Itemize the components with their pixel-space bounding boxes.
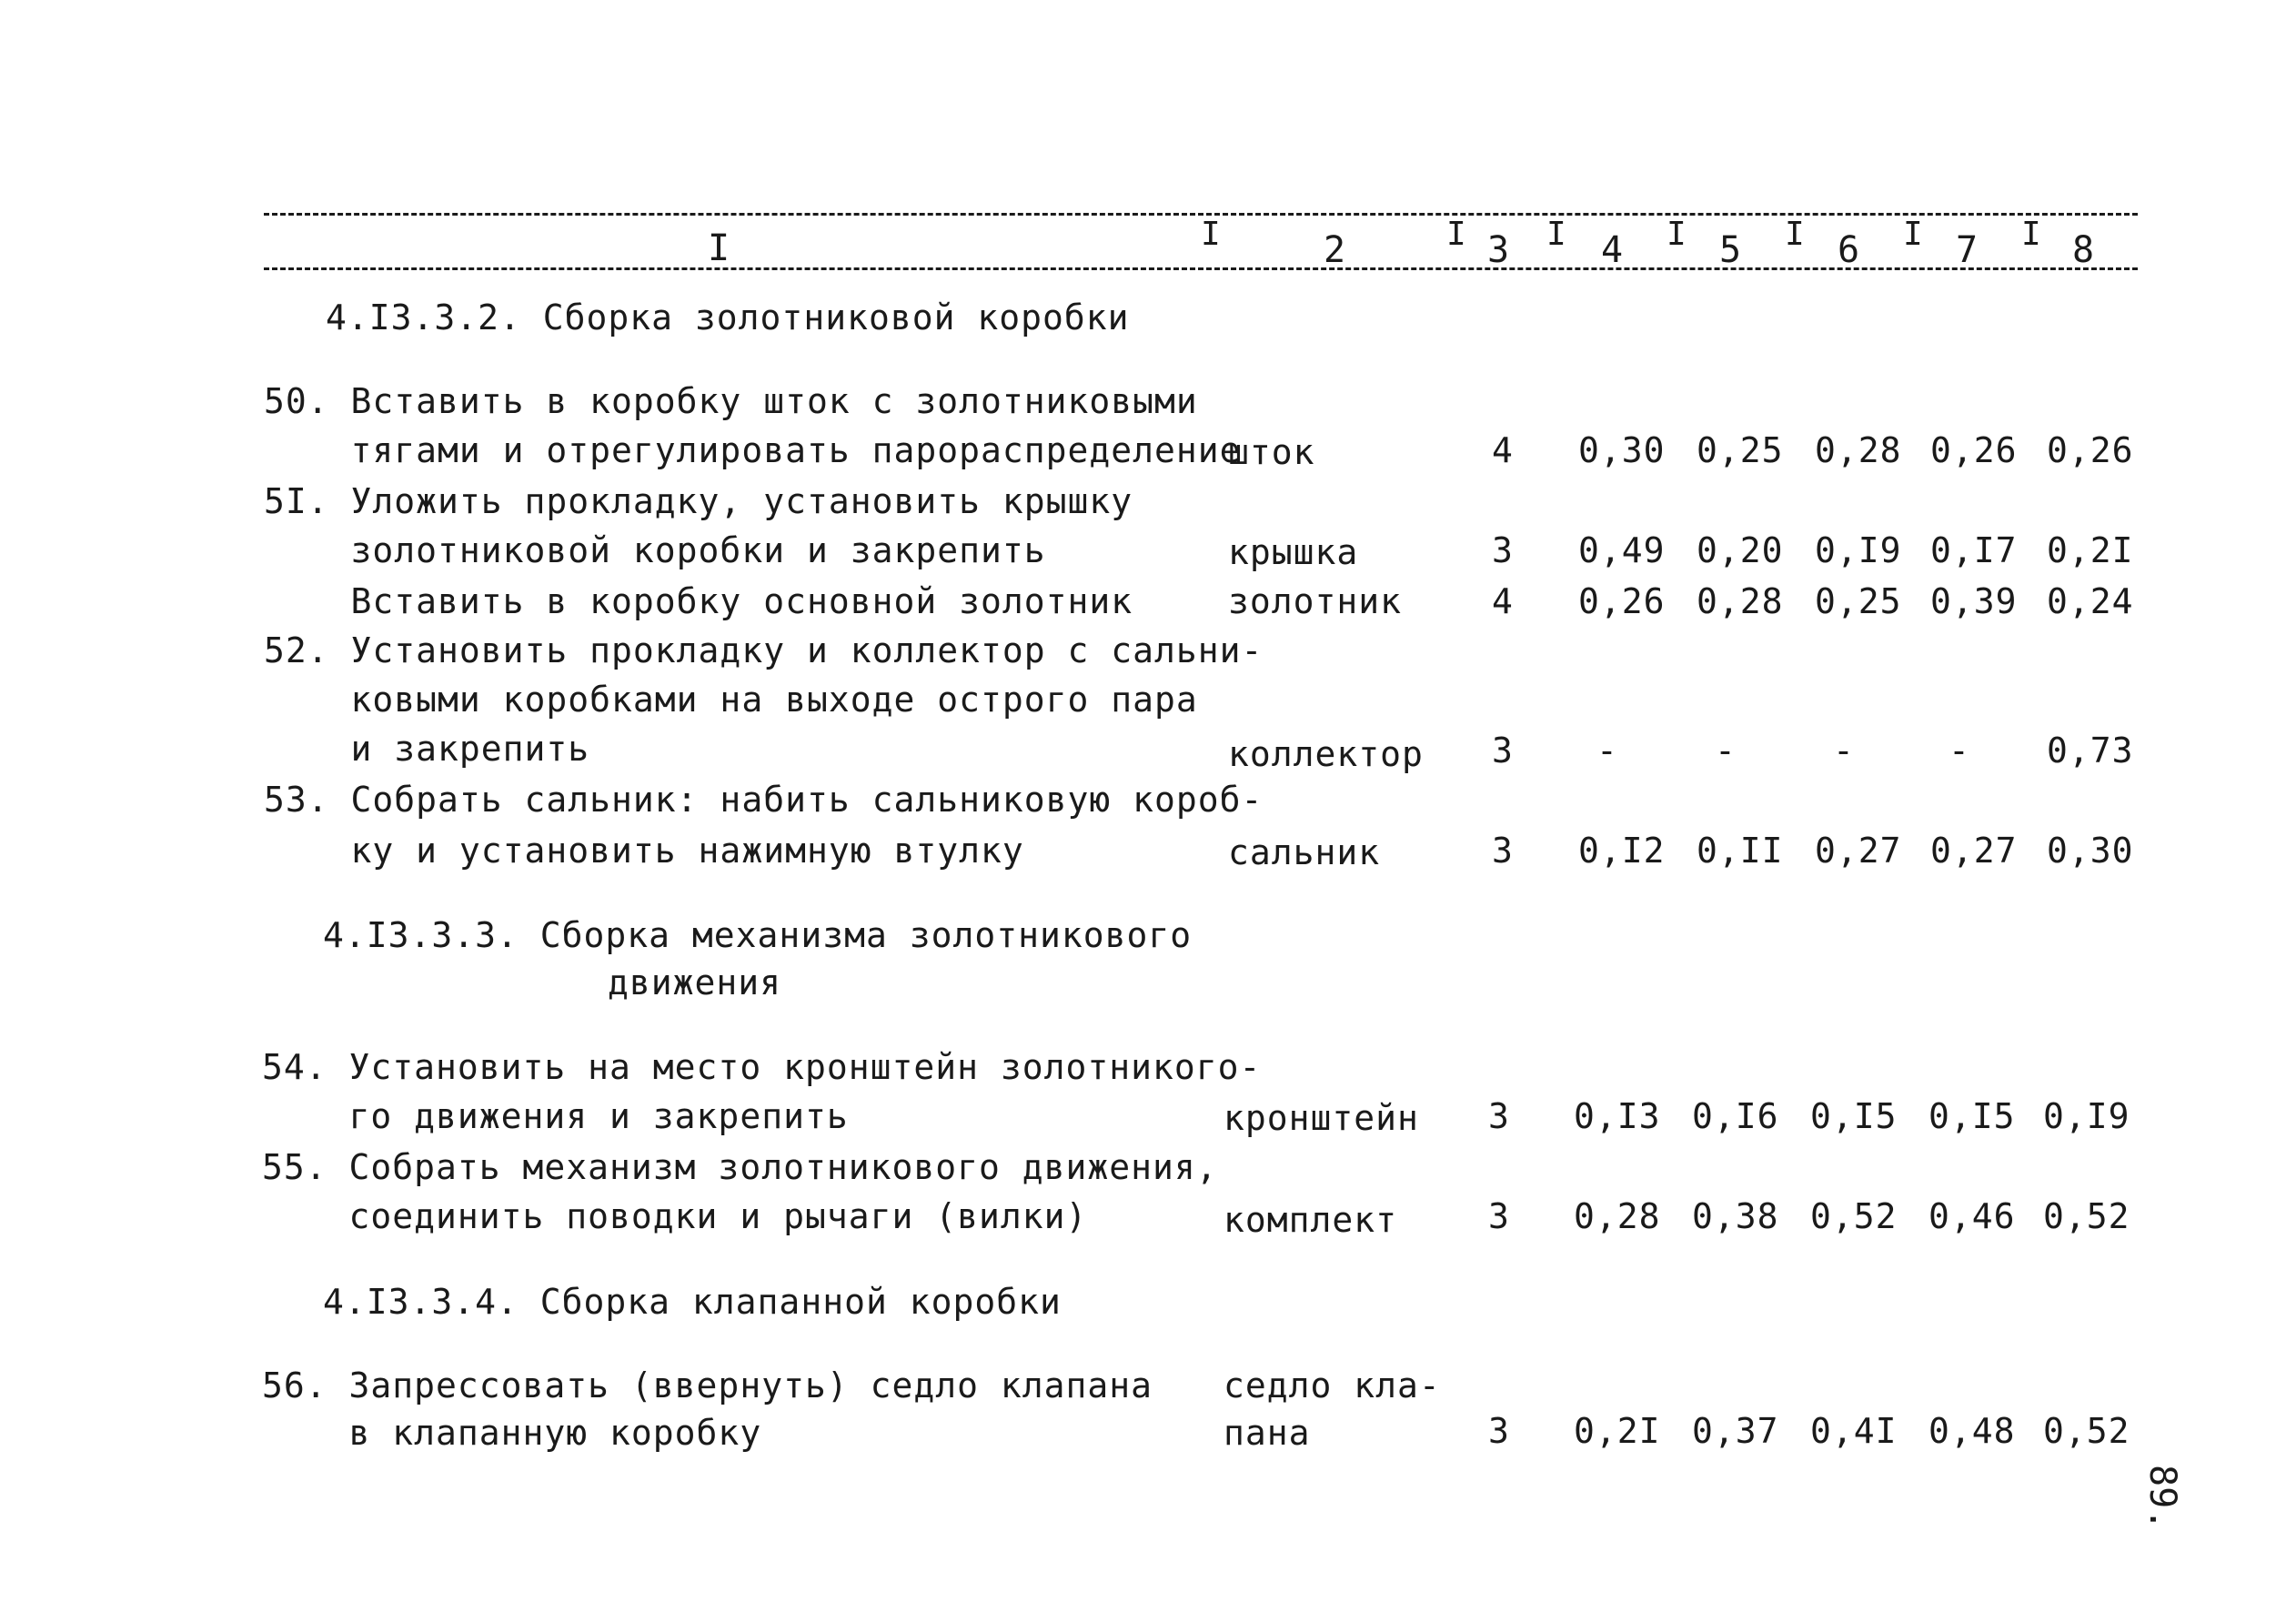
col-header-7: 7 — [1956, 229, 1979, 271]
row-col5: 0,38 — [1692, 1196, 1779, 1236]
row-text-line: 54. Установить на место кронштейн золотникого- — [262, 1047, 1262, 1087]
row-col8: 0,30 — [2047, 831, 2134, 871]
row-col3: 3 — [1492, 730, 1514, 771]
row-unit: шток — [1228, 432, 1315, 472]
row-col5: 0,25 — [1697, 430, 1784, 470]
row-col6: - — [1833, 730, 1855, 771]
row-col7: 0,46 — [1928, 1196, 2016, 1236]
row-col6: 0,27 — [1815, 831, 1902, 871]
row-col4: - — [1596, 730, 1618, 771]
row-col8: 0,2I — [2047, 530, 2134, 570]
section-heading: 4.I3.3.3. Сборка механизма золотникового — [323, 915, 1193, 955]
col-header-3: 3 — [1487, 229, 1510, 271]
col-separator: I — [1903, 216, 1923, 253]
row-col3: 3 — [1488, 1096, 1510, 1136]
col-separator: I — [1667, 216, 1687, 253]
col-header-1: I — [708, 227, 730, 269]
row-col6: 0,I9 — [1815, 530, 1902, 570]
col-separator: I — [1446, 216, 1466, 253]
col-header-6: 6 — [1838, 229, 1860, 271]
row-col4: 0,30 — [1578, 430, 1666, 470]
row-unit: седло кла- — [1224, 1365, 1441, 1405]
row-col6: 0,I5 — [1810, 1096, 1898, 1136]
section-heading: 4.I3.3.4. Сборка клапанной коробки — [323, 1282, 1062, 1322]
row-unit: кронштейн — [1224, 1098, 1419, 1138]
row-col5: 0,20 — [1697, 530, 1784, 570]
row-col8: 0,I9 — [2043, 1096, 2130, 1136]
row-col8: 0,52 — [2043, 1411, 2130, 1451]
row-text-line: ковыми коробками на выходе острого пара — [264, 680, 1198, 720]
row-col3: 3 — [1488, 1196, 1510, 1236]
row-col3: 4 — [1492, 430, 1514, 470]
row-col5: 0,28 — [1697, 581, 1784, 621]
row-col4: 0,2I — [1574, 1411, 1661, 1451]
row-col3: 3 — [1492, 530, 1514, 570]
row-text-line: 52. Установить прокладку и коллектор с сальни- — [264, 630, 1264, 670]
col-header-2: 2 — [1324, 229, 1346, 271]
row-unit: золотник — [1228, 581, 1403, 621]
row-col3: 3 — [1488, 1411, 1510, 1451]
row-text-line: 56. Запрессовать (ввернуть) седло клапана — [262, 1365, 1153, 1405]
row-text-line: го движения и закрепить — [262, 1096, 849, 1136]
row-text-line: соединить поводки и рычаги (вилки) — [262, 1196, 1088, 1236]
col-separator: I — [1785, 216, 1805, 253]
col-header-5: 5 — [1719, 229, 1742, 271]
row-col7: 0,27 — [1930, 831, 2018, 871]
col-separator: I — [2021, 216, 2041, 253]
row-text-line: в клапанную коробку — [262, 1413, 762, 1453]
row-col6: 0,25 — [1815, 581, 1902, 621]
row-unit: коллектор — [1228, 734, 1424, 774]
row-text-line: Вставить в коробку основной золотник — [264, 581, 1133, 621]
row-col5: - — [1715, 730, 1737, 771]
row-col5: 0,37 — [1692, 1411, 1779, 1451]
row-col4: 0,26 — [1578, 581, 1666, 621]
row-col4: 0,I2 — [1578, 831, 1666, 871]
row-col4: 0,49 — [1578, 530, 1666, 570]
row-text-line: тягами и отрегулировать парораспределение — [264, 430, 1242, 470]
row-unit: крышка — [1228, 532, 1359, 572]
row-col5: 0,I6 — [1692, 1096, 1779, 1136]
row-text-line: 50. Вставить в коробку шток с золотниковыми — [264, 381, 1198, 421]
row-text-line: и закрепить — [264, 729, 590, 769]
row-col5: 0,II — [1697, 831, 1784, 871]
section-heading: 4.I3.3.2. Сборка золотниковой коробки — [326, 297, 1130, 337]
row-text-line: 5I. Уложить прокладку, установить крышку — [264, 481, 1133, 521]
row-col7: 0,39 — [1930, 581, 2018, 621]
section-heading-cont: движения — [608, 962, 782, 1002]
row-col6: 0,4I — [1810, 1411, 1898, 1451]
row-col6: 0,52 — [1810, 1196, 1898, 1236]
row-col7: 0,26 — [1930, 430, 2018, 470]
row-unit: комплект — [1224, 1200, 1398, 1240]
row-text-line: ку и установить нажимную втулку — [264, 831, 1024, 871]
row-col7: - — [1949, 730, 1970, 771]
row-col4: 0,28 — [1574, 1196, 1661, 1236]
row-col7: 0,I7 — [1930, 530, 2018, 570]
row-col8: 0,52 — [2043, 1196, 2130, 1236]
col-separator: I — [1546, 216, 1566, 253]
row-col6: 0,28 — [1815, 430, 1902, 470]
page-number: 89. — [2141, 1465, 2183, 1531]
row-unit: сальник — [1228, 832, 1381, 872]
row-col3: 4 — [1492, 581, 1514, 621]
row-col8: 0,73 — [2047, 730, 2134, 771]
row-text-line: золотниковой коробки и закрепить — [264, 530, 1046, 570]
col-header-4: 4 — [1601, 229, 1624, 271]
row-col4: 0,I3 — [1574, 1096, 1661, 1136]
row-col8: 0,26 — [2047, 430, 2134, 470]
row-col7: 0,48 — [1928, 1411, 2016, 1451]
row-col3: 3 — [1492, 831, 1514, 871]
row-col8: 0,24 — [2047, 581, 2134, 621]
row-text-line: 55. Собрать механизм золотникового движения, — [262, 1147, 1218, 1187]
row-unit: пана — [1224, 1413, 1311, 1453]
row-col7: 0,I5 — [1928, 1096, 2016, 1136]
row-text-line: 53. Собрать сальник: набить сальниковую короб- — [264, 780, 1264, 820]
col-header-8: 8 — [2072, 229, 2095, 271]
col-separator: I — [1201, 216, 1221, 253]
